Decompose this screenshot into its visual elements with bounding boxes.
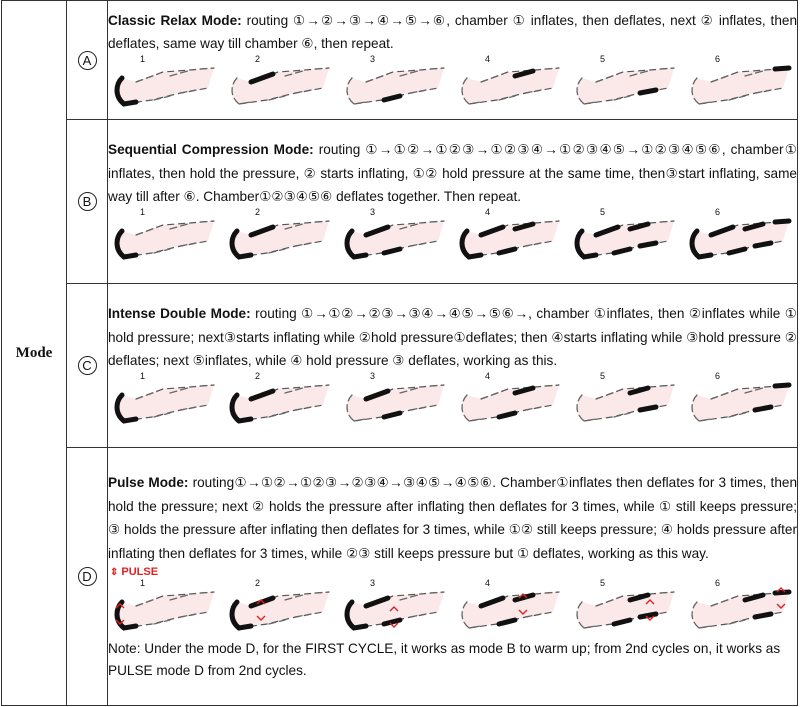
figure-number: 6 bbox=[715, 206, 721, 217]
leg-figure-4 bbox=[453, 53, 563, 112]
leg-figure-5 bbox=[568, 370, 678, 429]
mode-row-d bbox=[2, 448, 798, 706]
mode-d-figures bbox=[108, 580, 797, 636]
mode-letter-b bbox=[67, 120, 108, 284]
mode-a-text: routing ①→②→③→④→⑤→⑥, chamber ① inflates, then deflates, next ② inflates, then deflates, same way till chamber ⑥, then repeat. bbox=[108, 12, 798, 51]
leg-figure-2 bbox=[223, 580, 333, 636]
mode-label: Mode bbox=[2, 1, 67, 706]
leg-figure-5 bbox=[568, 580, 678, 636]
leg-figure-1 bbox=[108, 580, 218, 636]
figure-number: 3 bbox=[370, 53, 376, 64]
figure-number: 4 bbox=[485, 370, 491, 381]
leg-figure-3 bbox=[338, 580, 448, 636]
mode-c-title: Intense Double Mode: bbox=[108, 306, 251, 322]
mode-b-content bbox=[108, 120, 798, 284]
leg-wrap-icon bbox=[453, 60, 563, 110]
mode-d-text: routing①→①②→①②③→②③④→③④⑤→④⑤⑥. Chamber①inflates then deflates for 3 times, then hold the pressure; next ② holds the pressure after inflating then deflates for 3 times, while ① still keeps pressure; ③ holds the pressure after inflating then deflates for 3 times, while ①② still keeps pressure; ④ holds pressure after inflating then deflates for 3 times, while ②③ still keeps pressure but ① deflates, working as this way. bbox=[108, 475, 798, 561]
leg-figure-5 bbox=[568, 206, 678, 265]
leg-figure-6 bbox=[683, 206, 793, 265]
mode-c-figures bbox=[108, 370, 797, 429]
figure-number: 4 bbox=[485, 53, 491, 64]
mode-d-note: Note: Under the mode D, for the FIRST CYCLE, it works as mode B to warm up; from 2nd cycles on, it works as PULSE mode D from 2nd cycles. bbox=[108, 641, 781, 678]
mode-c-description bbox=[108, 302, 797, 373]
leg-wrap-icon bbox=[683, 60, 793, 110]
figure-number: 4 bbox=[485, 206, 491, 217]
letter-d-badge: D bbox=[78, 567, 97, 586]
mode-d-description bbox=[108, 471, 797, 565]
leg-wrap-icon bbox=[223, 213, 333, 263]
figure-number: 1 bbox=[140, 578, 146, 588]
mode-letter-d bbox=[67, 448, 108, 706]
figure-number: 3 bbox=[370, 578, 376, 588]
pulse-legend bbox=[110, 566, 797, 580]
mode-a-description bbox=[108, 9, 797, 56]
leg-figure-3 bbox=[338, 53, 448, 112]
mode-row-b bbox=[2, 120, 798, 284]
figure-number: 3 bbox=[370, 206, 376, 217]
leg-figure-2 bbox=[223, 53, 333, 112]
figure-number: 5 bbox=[600, 578, 606, 588]
leg-figure-1 bbox=[108, 53, 218, 112]
mode-b-title: Sequential Compression Mode: bbox=[108, 142, 314, 158]
mode-c-text: routing ①→①②→②③→③④→④⑤→⑤⑥→, chamber ①inflates, then ②inflates while ① hold pressure; next③starts inflating while ②hold pressure①deflates; then ④starts inflating while ③hold pressure ② deflates; next ⑤inflates, while ④ hold pressure ③ deflates, working as this. bbox=[108, 306, 797, 369]
mode-a-title: Classic Relax Mode: bbox=[108, 12, 242, 28]
mode-table bbox=[1, 0, 798, 706]
pulse-arrows-icon: ⇕ bbox=[110, 567, 119, 578]
mode-a-content bbox=[108, 1, 798, 120]
leg-wrap-icon bbox=[108, 377, 218, 427]
figure-number: 1 bbox=[140, 53, 146, 64]
figure-number: 2 bbox=[255, 370, 261, 381]
figure-number: 5 bbox=[600, 53, 606, 64]
leg-figure-1 bbox=[108, 206, 218, 265]
figure-number: 6 bbox=[715, 578, 721, 588]
mode-d-content bbox=[108, 448, 798, 706]
leg-figure-5 bbox=[568, 53, 678, 112]
leg-wrap-icon bbox=[453, 377, 563, 427]
leg-figure-3 bbox=[338, 370, 448, 429]
leg-wrap-icon bbox=[338, 377, 448, 427]
leg-wrap-icon bbox=[108, 584, 218, 634]
letter-a-badge: A bbox=[78, 51, 97, 70]
leg-wrap-icon bbox=[568, 213, 678, 263]
mode-b-text: routing ①→①②→①②③→①②③④→①②③④⑤→①②③④⑤⑥, chamber① inflates, then hold the pressure, ② starts inflating, ①② hold pressure at the same time, then③start inflating, same way till after ⑥. Chamber①②③④⑤⑥ deflates together. Then repeat. bbox=[108, 142, 797, 205]
letter-c-badge: C bbox=[78, 356, 97, 375]
leg-figure-6 bbox=[683, 580, 793, 636]
mode-b-description bbox=[108, 138, 797, 209]
leg-wrap-icon bbox=[223, 377, 333, 427]
mode-c-content bbox=[108, 284, 798, 448]
leg-figure-6 bbox=[683, 370, 793, 429]
leg-figure-1 bbox=[108, 370, 218, 429]
leg-wrap-icon bbox=[108, 213, 218, 263]
mode-b-figures bbox=[108, 206, 797, 265]
figure-number: 5 bbox=[600, 206, 606, 217]
leg-figure-3 bbox=[338, 206, 448, 265]
figure-number: 6 bbox=[715, 370, 721, 381]
mode-letter-a bbox=[67, 1, 108, 120]
figure-number: 4 bbox=[485, 578, 491, 588]
figure-number: 1 bbox=[140, 206, 146, 217]
mode-row-c bbox=[2, 284, 798, 448]
pulse-label: PULSE bbox=[121, 566, 159, 578]
leg-figure-4 bbox=[453, 206, 563, 265]
leg-wrap-icon bbox=[683, 377, 793, 427]
leg-wrap-icon bbox=[223, 584, 333, 634]
leg-wrap-icon bbox=[223, 60, 333, 110]
letter-b-badge: B bbox=[78, 192, 97, 211]
figure-number: 2 bbox=[255, 578, 261, 588]
leg-wrap-icon bbox=[338, 584, 448, 634]
leg-wrap-icon bbox=[338, 213, 448, 263]
mode-d-title: Pulse Mode: bbox=[108, 475, 189, 490]
mode-letter-c bbox=[67, 284, 108, 448]
figure-number: 1 bbox=[140, 370, 146, 381]
leg-figure-4 bbox=[453, 580, 563, 636]
leg-figure-4 bbox=[453, 370, 563, 429]
mode-row-a bbox=[2, 1, 798, 120]
leg-wrap-icon bbox=[568, 60, 678, 110]
leg-figure-2 bbox=[223, 206, 333, 265]
leg-wrap-icon bbox=[683, 584, 793, 634]
leg-wrap-icon bbox=[568, 377, 678, 427]
leg-figure-2 bbox=[223, 370, 333, 429]
leg-figure-6 bbox=[683, 53, 793, 112]
leg-wrap-icon bbox=[568, 584, 678, 634]
figure-number: 2 bbox=[255, 206, 261, 217]
figure-number: 6 bbox=[715, 53, 721, 64]
leg-wrap-icon bbox=[108, 60, 218, 110]
figure-number: 2 bbox=[255, 53, 261, 64]
figure-number: 5 bbox=[600, 370, 606, 381]
leg-wrap-icon bbox=[683, 213, 793, 263]
leg-wrap-icon bbox=[453, 213, 563, 263]
mode-a-figures bbox=[108, 53, 797, 112]
leg-wrap-icon bbox=[453, 584, 563, 634]
leg-wrap-icon bbox=[338, 60, 448, 110]
figure-number: 3 bbox=[370, 370, 376, 381]
